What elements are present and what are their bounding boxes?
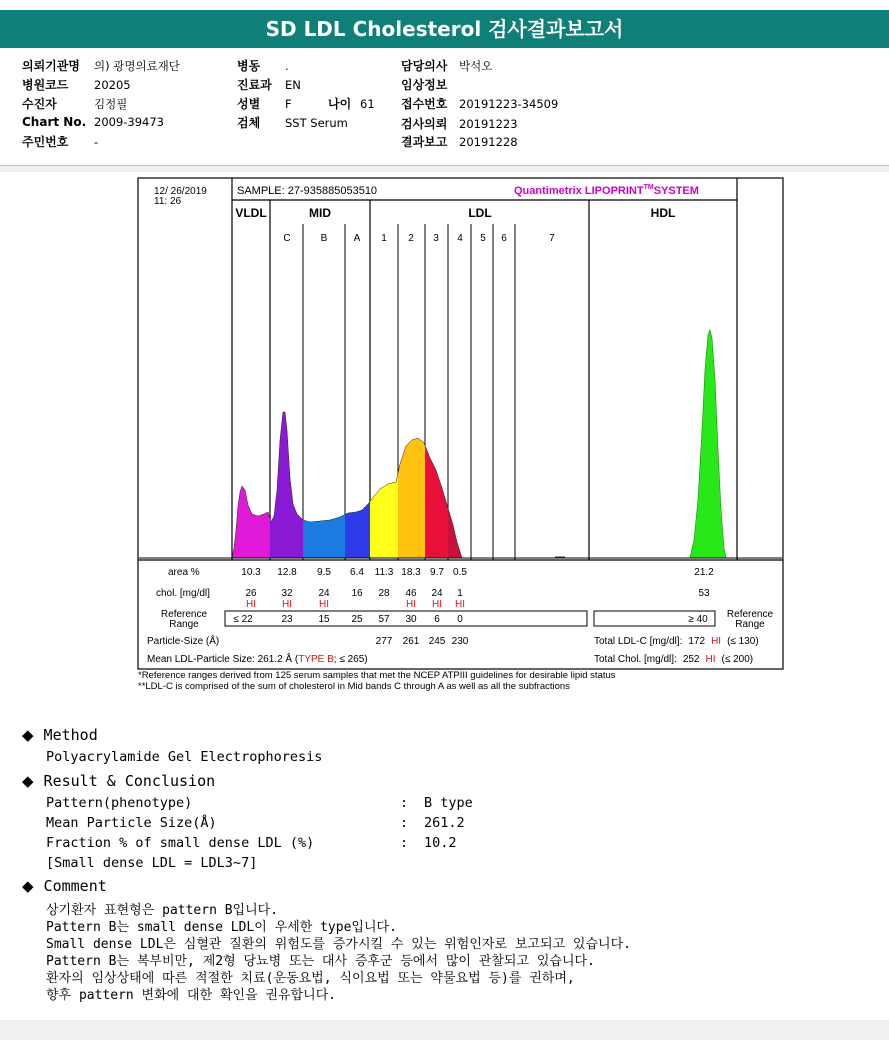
chart-date: 12/ 26/2019 — [154, 186, 207, 197]
ref-value: 15 — [318, 614, 330, 625]
age-field: 나이 61 — [328, 97, 375, 111]
sub-label: 4 — [457, 233, 463, 244]
result-row: Mean Particle Size(Å) — [46, 815, 217, 831]
hi-flag: HI — [432, 599, 442, 610]
method-text: Polyacrylamide Gel Electrophoresis — [46, 749, 323, 765]
result-colon: : — [400, 835, 409, 851]
area-label: area % — [168, 567, 200, 578]
result-value: 261.2 — [424, 815, 465, 831]
mean-ldl-line: Mean LDL-Particle Size: 261.2 Å (TYPE B; ≤ 265) — [147, 654, 368, 665]
ref-value: ≤ 22 — [233, 614, 253, 625]
sub-label: 6 — [501, 233, 507, 244]
diamond-icon: ◆ — [22, 877, 34, 895]
comment-line: Small dense LDL은 심혈관 질환의 위험도를 증가시킬 수 있는 위험인자로 보고되고 있습니다. — [46, 937, 631, 952]
ldl-header: LDL — [468, 206, 492, 220]
ward-field: 병동 . — [237, 59, 289, 73]
lipoprint-chart — [0, 172, 889, 672]
chol-label: chol. [mg/dl] — [156, 588, 210, 599]
ref-hdl: ≥ 40 — [688, 614, 708, 625]
total-ldlc-line: Total LDL-C [mg/dl]: 172 HI (≤ 130) — [594, 636, 759, 647]
chart-no-field: Chart No. 2009-39473 — [22, 115, 164, 129]
particle-size-label: Particle-Size (Å) — [147, 636, 220, 647]
sub-label: 3 — [433, 233, 439, 244]
sub-label: 2 — [408, 233, 414, 244]
result-row: Pattern(phenotype) — [46, 795, 193, 811]
area-hdl: 21.2 — [694, 567, 714, 578]
comment-line: Pattern B는 복부비만, 제2형 당뇨병 또는 대사 증후군 등에서 많이 관찰되고 있습니다. — [46, 954, 595, 969]
particle-value: 277 — [375, 636, 393, 647]
comment-line: 향후 pattern 변화에 대한 확인을 권유합니다. — [46, 988, 337, 1003]
patient-info — [0, 48, 889, 166]
result-colon: : — [400, 815, 409, 831]
receipt-field: 접수번호 20191223-34509 — [401, 97, 559, 111]
footer-band — [0, 1020, 889, 1040]
result-value: B type — [424, 795, 473, 811]
chol-hdl: 53 — [698, 588, 710, 599]
mid-header: MID — [309, 206, 331, 220]
dept-field: 진료과 EN — [237, 78, 301, 92]
area-value: 11.3 — [374, 567, 394, 578]
diamond-icon: ◆ — [22, 772, 34, 790]
sample-id: SAMPLE: 27-935885053510 — [237, 185, 378, 197]
ref-value: 57 — [378, 614, 390, 625]
hi-flag: HI — [406, 599, 416, 610]
result-value: 10.2 — [424, 835, 457, 851]
particle-value: 245 — [428, 636, 446, 647]
sub-label: 5 — [480, 233, 486, 244]
doctor-field: 담당의사 박석오 — [401, 59, 493, 73]
footnote-2: **LDL-C is comprised of the sum of cholesterol in Mid bands C through A as well as all the subfractions — [138, 681, 570, 692]
result-row: Fraction % of small dense LDL (%) — [46, 835, 315, 851]
chol-value: 24 — [318, 588, 330, 599]
chol-value: 24 — [431, 588, 443, 599]
request-field: 검사의뢰 20191223 — [401, 117, 518, 131]
ref-value: 25 — [351, 614, 363, 625]
sd-ldl-definition: [Small dense LDL = LDL3~7] — [46, 855, 258, 871]
ref-label-left-2: Range — [169, 619, 199, 630]
chol-value: 46 — [405, 588, 417, 599]
resident-no-field: 주민번호 - — [22, 135, 99, 149]
hdl-header: HDL — [650, 206, 676, 220]
institution-field: 의뢰기관명 의) 광명의료재단 — [22, 59, 180, 73]
chol-value: 32 — [281, 588, 293, 599]
hi-flag: HI — [319, 599, 329, 610]
total-chol-line: Total Chol. [mg/dl]: 252 HI (≤ 200) — [594, 654, 754, 665]
sub-label: B — [320, 233, 328, 244]
chol-value: 28 — [378, 588, 390, 599]
area-value: 0.5 — [453, 567, 467, 578]
ref-label-left: Reference — [160, 609, 208, 620]
ref-label-right-2: Range — [735, 619, 765, 630]
area-value: 9.5 — [317, 567, 331, 578]
vldl-header: VLDL — [235, 206, 267, 220]
hi-flag: HI — [246, 599, 256, 610]
diamond-icon: ◆ — [22, 726, 34, 744]
comment-line: Pattern B는 small dense LDL이 우세한 type입니다. — [46, 920, 397, 935]
report-title: SD LDL Cholesterol 검사결과보고서 — [0, 10, 889, 48]
area-value: 10.3 — [241, 567, 261, 578]
sub-label: 1 — [381, 233, 387, 244]
sex-field: 성별 F — [237, 97, 292, 111]
result-colon: : — [400, 795, 409, 811]
clinical-field: 임상정보 — [401, 78, 448, 92]
sub-label: 7 — [549, 233, 555, 244]
area-value: 9.7 — [430, 567, 444, 578]
chol-value: 1 — [457, 588, 463, 599]
hi-flag: HI — [282, 599, 292, 610]
chart-time: 11: 26 — [154, 196, 182, 207]
sub-label: A — [353, 233, 361, 244]
footnote-1: *Reference ranges derived from 125 serum samples that met the NCEP ATPIII guidelines for desirable lipid status — [138, 670, 616, 681]
hi-flag: HI — [455, 599, 465, 610]
particle-value: 261 — [402, 636, 420, 647]
particle-value: 230 — [451, 636, 469, 647]
comment-line: 환자의 임상상태에 따른 적절한 치료(운동요법, 식이요법 또는 약물요법 등)를 권하며, — [46, 971, 575, 986]
chart-footnotes — [138, 670, 616, 692]
comment-line: 상기환자 표현형은 pattern B입니다. — [46, 903, 279, 918]
report-date-field: 결과보고 20191228 — [401, 135, 518, 149]
result-heading: ◆ Result & Conclusion — [22, 772, 216, 790]
brand-name: Quantimetrix LIPOPRINT™SYSTEM — [514, 184, 699, 197]
area-value: 18.3 — [401, 567, 421, 578]
hospital-code-field: 병원코드 20205 — [22, 78, 131, 92]
examinee-field: 수진자 김정필 — [22, 97, 128, 111]
ref-label-right: Reference — [726, 609, 774, 620]
ref-value: 23 — [281, 614, 293, 625]
comment-heading: ◆ Comment — [22, 877, 107, 895]
chol-value: 26 — [245, 588, 257, 599]
ref-value: 30 — [405, 614, 417, 625]
specimen-field: 검체 SST Serum — [237, 116, 348, 130]
ref-value: 6 — [434, 614, 440, 625]
chol-value: 16 — [351, 588, 363, 599]
area-value: 6.4 — [350, 567, 364, 578]
area-value: 12.8 — [277, 567, 297, 578]
method-heading: ◆ Method — [22, 726, 98, 744]
sub-label: C — [283, 233, 291, 244]
ref-value: 0 — [457, 614, 463, 625]
